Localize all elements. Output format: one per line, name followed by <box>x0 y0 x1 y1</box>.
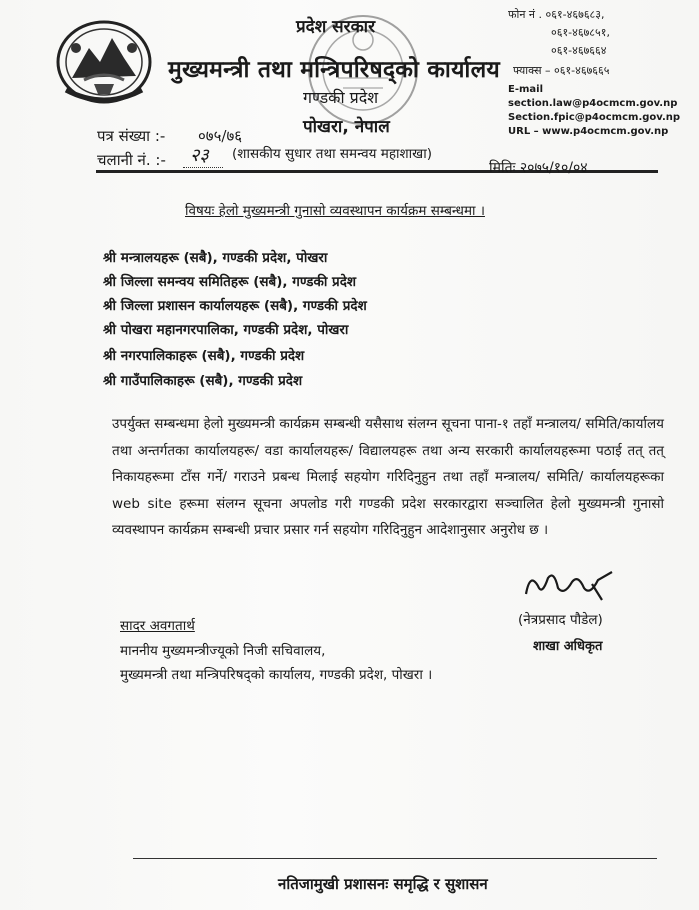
letter-body: उपर्युक्त सम्बन्धमा हेलो मुख्यमन्त्री कार्यक्रम सम्बन्धी यसैसाथ संलग्न सूचना पाना-१ तहाँ मन्त्रालय/ समिति/कार्यालय तथा अन्तर्गतका कार्यालयहरू/ वडा कार्यालयहरू/ विद्यालयहरू तथा अन्य सरकारी कार्यालयहरूमा पठाई तत् तत् निकायहरूमा टाँस गर्ने/ गराउने प्रबन्ध मिलाई सहयोग गरिदिनुहुन तथा तहाँ मन्त्रालय/ समिति/ कार्यालयहरूका web site हरूमा संलग्न सूचना अपलोड गरी गण्डकी प्रदेश सरकारद्वारा सञ्चालित हेलो मुख्यमन्त्री गुनासो व्यवस्थापन कार्यक्रम सम्बन्धी प्रचार प्रसार गर्न सहयोग गरिदिनुहुन आदेशानुसार अनुरोध छ । <box>112 416 664 538</box>
province-label: प्रदेश सरकार <box>296 17 376 37</box>
addressee-5: श्री नगरपालिकाहरू (सबै), गण्डकी प्रदेश <box>103 348 305 364</box>
letter-date: मितिः २०७५/१०/०४ <box>489 160 588 176</box>
phone-line-2: ०६१-४६७८५१, <box>551 26 610 39</box>
letter-number-label: पत्र संख्या :- <box>97 127 166 145</box>
footer-divider <box>133 858 657 859</box>
office-name: मुख्यमन्त्री तथा मन्त्रिपरिषद्को कार्यालय <box>168 57 500 83</box>
letter-number: ०७५/७६ <box>198 127 243 145</box>
email-label: E-mail <box>508 84 544 95</box>
addressee-3: श्री जिल्ला प्रशासन कार्यालयहरू (सबै), गण्डकी प्रदेश <box>103 298 367 314</box>
website-url: URL – www.p4ocmcm.gov.np <box>508 126 669 137</box>
email-fpic: Section.fpic@p4ocmcm.gov.np <box>508 112 681 123</box>
dispatch-dotted-line <box>183 167 223 168</box>
phone-line-3: ०६१-४६७६६४ <box>551 44 607 57</box>
office-city: पोखरा, नेपाल <box>303 117 390 137</box>
letter-subject: विषयः हेलो मुख्यमन्त्री गुनासो व्यवस्थापन कार्यक्रम सम्बन्धमा । <box>185 203 485 219</box>
addressee-6: श्री गाउँपालिकाहरू (सबै), गण्डकी प्रदेश <box>103 373 303 389</box>
handwritten-signature-icon <box>520 566 620 606</box>
province-name: गण्डकी प्रदेश <box>303 88 379 107</box>
government-emblem-icon <box>54 18 154 106</box>
email-law: section.law@p4ocmcm.gov.np <box>508 98 678 109</box>
dispatch-number: २३ <box>190 145 209 166</box>
signatory-title: शाखा अधिकृत <box>533 639 603 654</box>
addressee-4: श्री पोखरा महानगरपालिका, गण्डकी प्रदेश, पोखरा <box>103 322 349 338</box>
addressee-2: श्री जिल्ला समन्वय समितिहरू (सबै), गण्डकी प्रदेश <box>103 274 357 290</box>
cc-heading: सादर अवगतार्थ <box>120 618 195 634</box>
fax-number: फ्याक्स – ०६१-४६७६६५ <box>513 64 610 77</box>
signatory-name: (नेत्रप्रसाद पौडेल) <box>518 612 603 628</box>
dispatch-number-label: चलानी नं. :- <box>97 151 166 169</box>
footer-motto: नतिजामुखी प्रशासनः समृद्धि र सुशासन <box>278 875 488 893</box>
cc-line-1: माननीय मुख्यमन्त्रीज्यूको निजी सचिवालय, <box>120 643 326 659</box>
phone-line-1: फोन नं . ०६१-४६७६८३, <box>508 8 605 21</box>
section-name: (शासकीय सुधार तथा समन्वय महाशाखा) <box>232 146 432 162</box>
cc-line-2: मुख्यमन्त्री तथा मन्त्रिपरिषद्को कार्यालय, गण्डकी प्रदेश, पोखरा । <box>120 667 433 683</box>
addressee-1: श्री मन्त्रालयहरू (सबै), गण्डकी प्रदेश, पोखरा <box>103 250 328 266</box>
